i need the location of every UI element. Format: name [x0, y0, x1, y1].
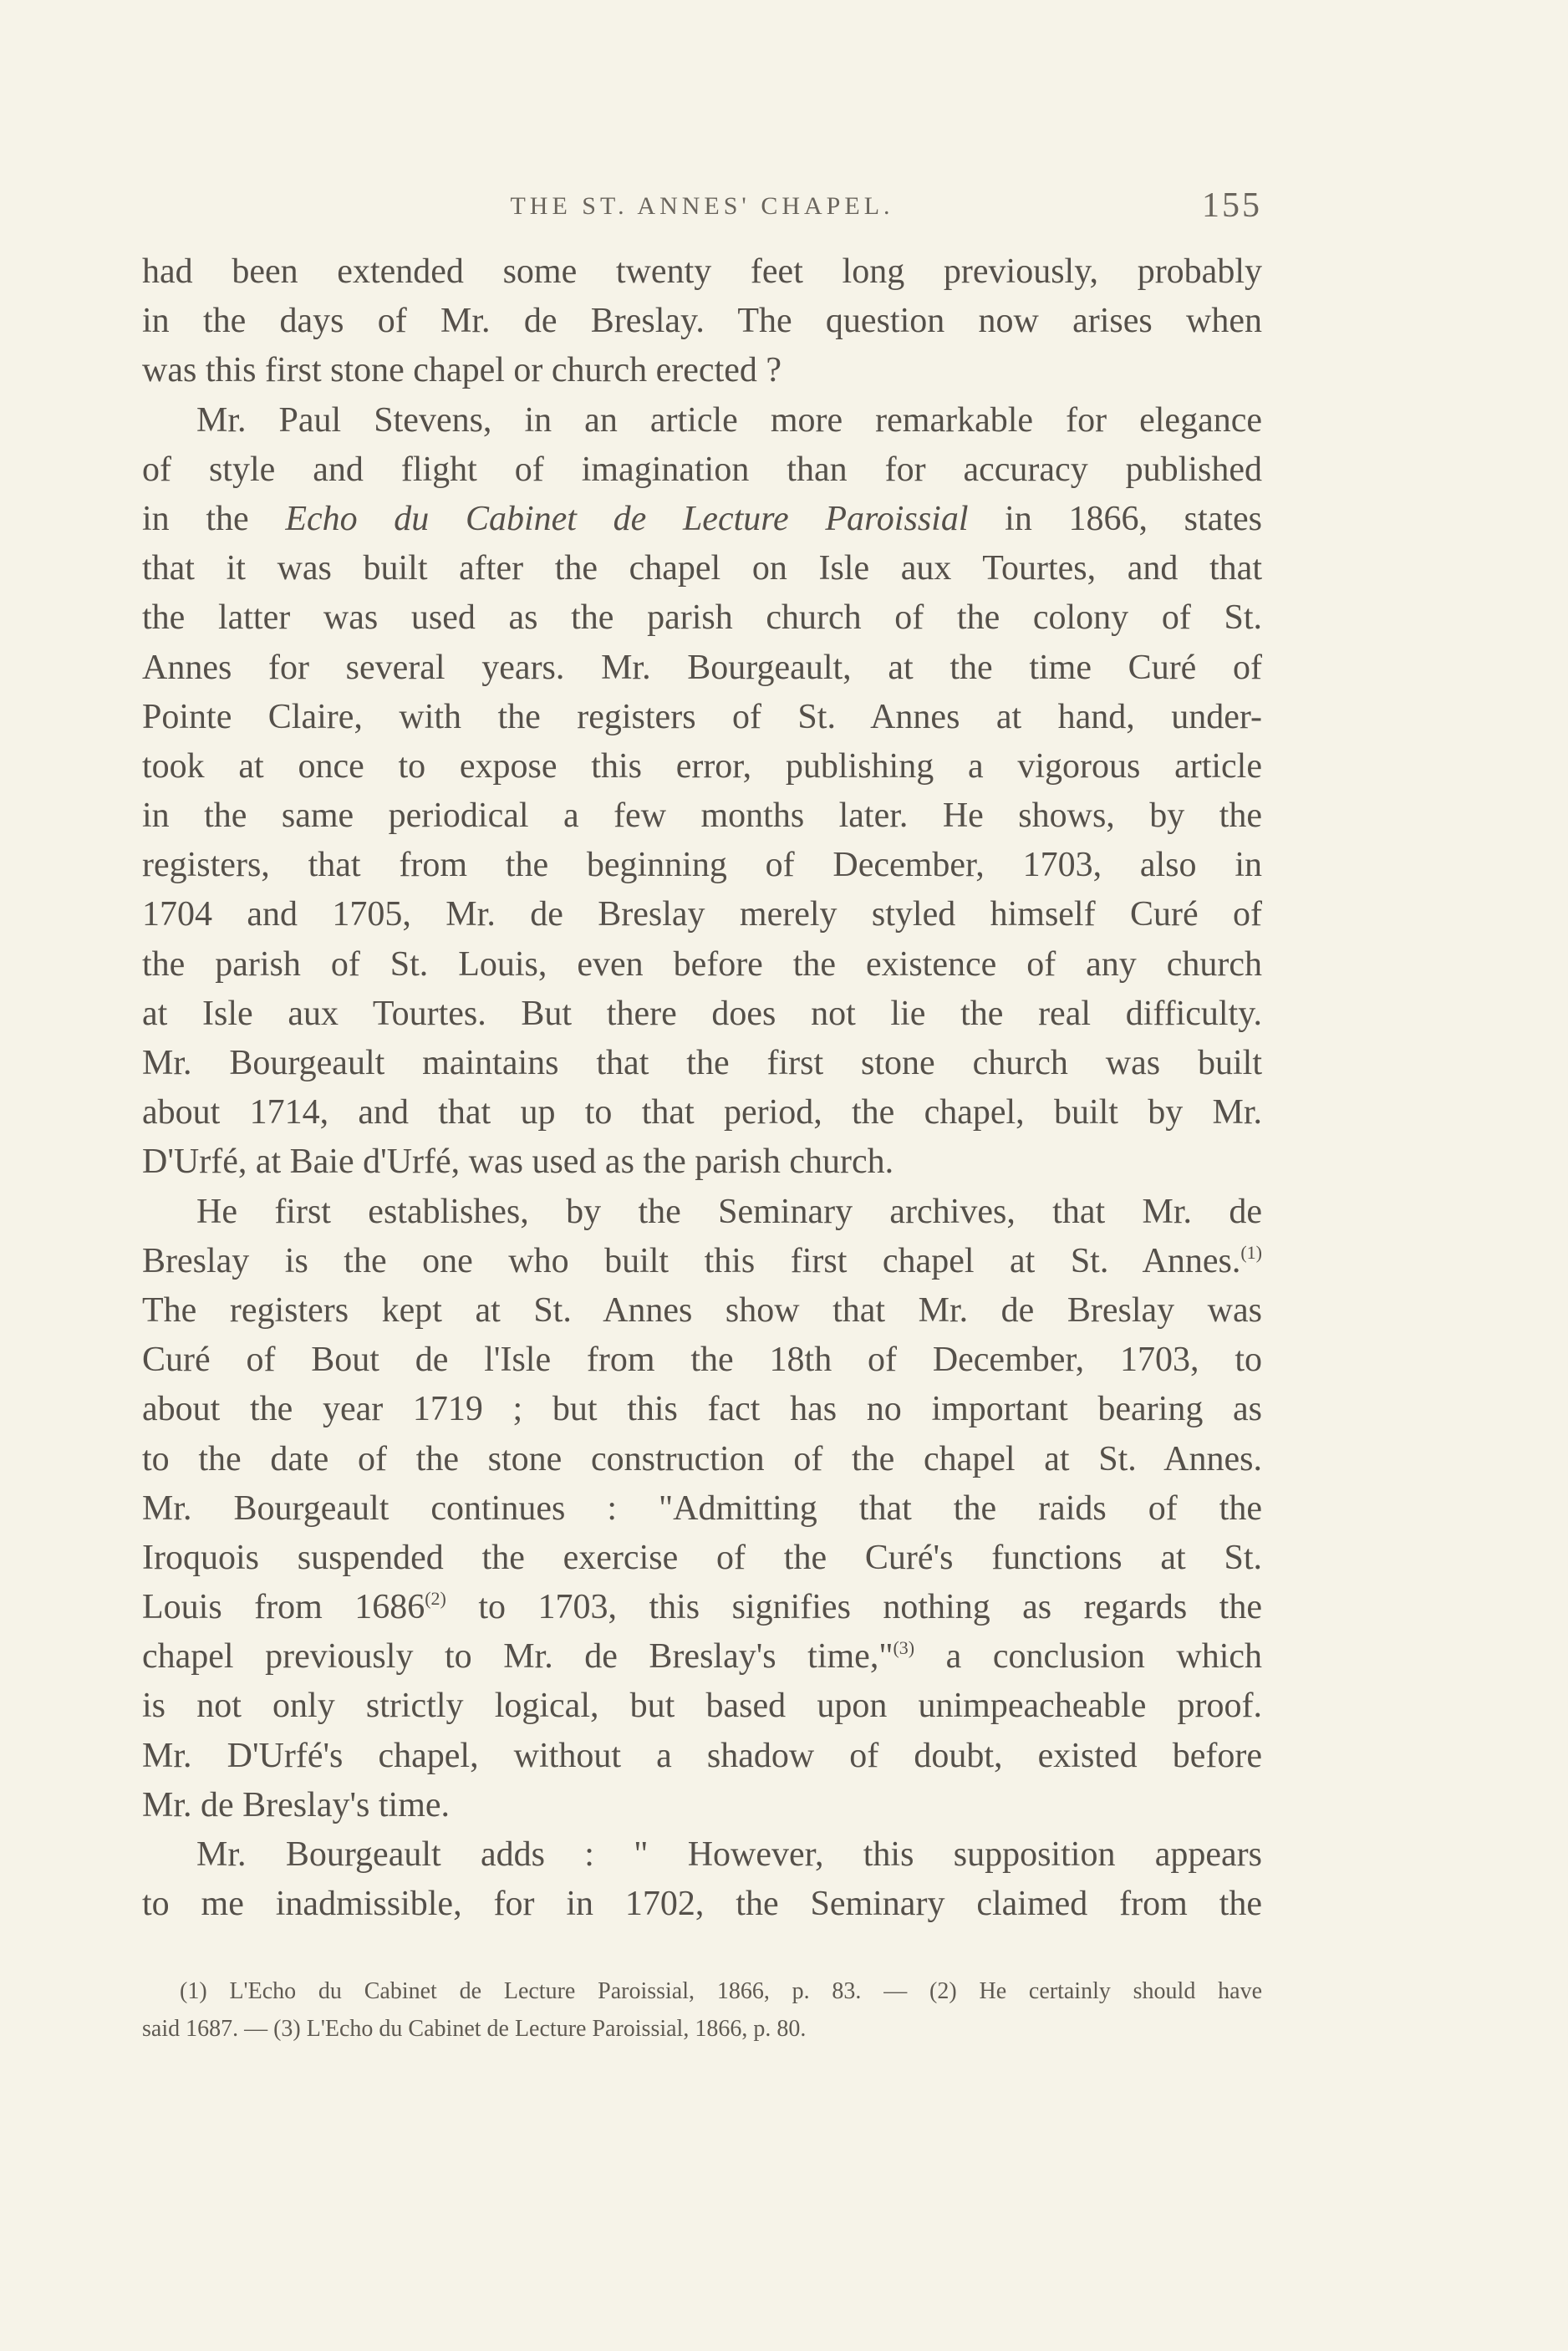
text-line: The registers kept at St. Annes show that Mr. de Breslay was	[142, 1290, 1262, 1330]
text-line: Mr. Paul Stevens, in an article more remarkable for elegance	[196, 400, 1262, 440]
text-line: D'Urfé, at Baie d'Urfé, was used as the parish church.	[142, 1142, 894, 1182]
text-segment: Louis from 1686	[142, 1588, 425, 1627]
footnote-line: said 1687. — (3) L'Echo du Cabinet de Lecture Paroissial, 1866, p. 80.	[142, 2016, 807, 2042]
text-line: Iroquois suspended the exercise of the Curé's functions at St.	[142, 1538, 1262, 1577]
text-line: 1704 and 1705, Mr. de Breslay merely styled himself Curé of	[142, 895, 1262, 934]
text-line	[142, 1632, 1262, 1682]
text-line: Mr. de Breslay's time.	[142, 1785, 451, 1824]
text-segment: a conclusion which	[914, 1637, 1262, 1677]
text-line	[142, 1583, 1262, 1632]
footnote-ref-2: (2)	[425, 1588, 446, 1610]
text-line: that it was built after the chapel on Isle aux Tourtes, and that	[142, 549, 1262, 588]
text-line: in the days of Mr. de Breslay. The question now arises when	[142, 302, 1262, 341]
text-line: to me inadmissible, for in 1702, the Seminary claimed from the	[142, 1885, 1262, 1924]
text-line: took at once to expose this error, publishing a vigorous article	[142, 746, 1262, 786]
text-line: Mr. D'Urfé's chapel, without a shadow of doubt, existed before	[142, 1736, 1262, 1775]
text-line: in the same periodical a few months later. He shows, by the	[142, 796, 1262, 836]
text-line: registers, that from the beginning of December, 1703, also in	[142, 846, 1262, 885]
text-line: Curé of Bout de l'Isle from the 18th of December, 1703, to	[142, 1341, 1262, 1380]
text-segment: to 1703, this signifies nothing as regards the	[445, 1588, 1262, 1627]
periodical-title: Echo du Cabinet de Lecture Paroissial	[285, 499, 969, 538]
text-line: at Isle aux Tourtes. But there does not lie the real difficulty.	[142, 994, 1262, 1033]
text-line: Pointe Claire, with the registers of St. Annes at hand, under-	[142, 697, 1262, 736]
running-title: THE ST. ANNES' CHAPEL.	[510, 192, 894, 220]
text-line: is not only strictly logical, but based upon unimpeacheable proof.	[142, 1687, 1262, 1726]
text-line: to the date of the stone construction of the chapel at St. Annes.	[142, 1439, 1262, 1478]
text-line: had been extended some twenty feet long previously, probably	[142, 252, 1262, 291]
text-line: of style and flight of imagination than for accuracy published	[142, 450, 1262, 489]
text-line: was this first stone chapel or church erected ?	[142, 351, 782, 390]
text-line: about 1714, and that up to that period, the chapel, built by Mr.	[142, 1093, 1262, 1132]
text-line: Annes for several years. Mr. Bourgeault, at the time Curé of	[142, 648, 1262, 687]
text-line: about the year 1719 ; but this fact has no important bearing as	[142, 1390, 1262, 1429]
text-line: Mr. Bourgeault maintains that the first stone church was built	[142, 1044, 1262, 1082]
text-line: Mr. Bourgeault adds : " However, this supposition appears	[196, 1835, 1262, 1874]
text-segment: in the	[142, 499, 286, 538]
footnotes	[142, 1972, 1262, 2048]
page-header	[142, 186, 1262, 236]
text-line	[142, 495, 1262, 544]
footnote-ref-1: (1)	[1240, 1241, 1262, 1263]
text-line: Mr. Bourgeault continues : "Admitting that the raids of the	[142, 1488, 1262, 1528]
footnote-line: (1) L'Echo du Cabinet de Lecture Paroissial, 1866, p. 83. — (2) He certainly should have	[180, 1978, 1262, 2004]
body-text	[142, 247, 1262, 1929]
footnote-ref-3: (3)	[893, 1637, 915, 1659]
text-segment: Breslay is the one who built this first chapel at St. Annes.	[142, 1241, 1241, 1280]
text-segment: chapel previously to Mr. de Breslay's time,"	[142, 1637, 893, 1677]
text-line: the parish of St. Louis, even before the existence of any church	[142, 944, 1262, 984]
page-number: 155	[1202, 186, 1262, 225]
text-line	[142, 1237, 1262, 1286]
text-segment: in 1866, states	[968, 499, 1262, 538]
text-line: He first establishes, by the Seminary archives, that Mr. de	[196, 1192, 1262, 1231]
text-line: the latter was used as the parish church of the colony of St.	[142, 598, 1262, 638]
